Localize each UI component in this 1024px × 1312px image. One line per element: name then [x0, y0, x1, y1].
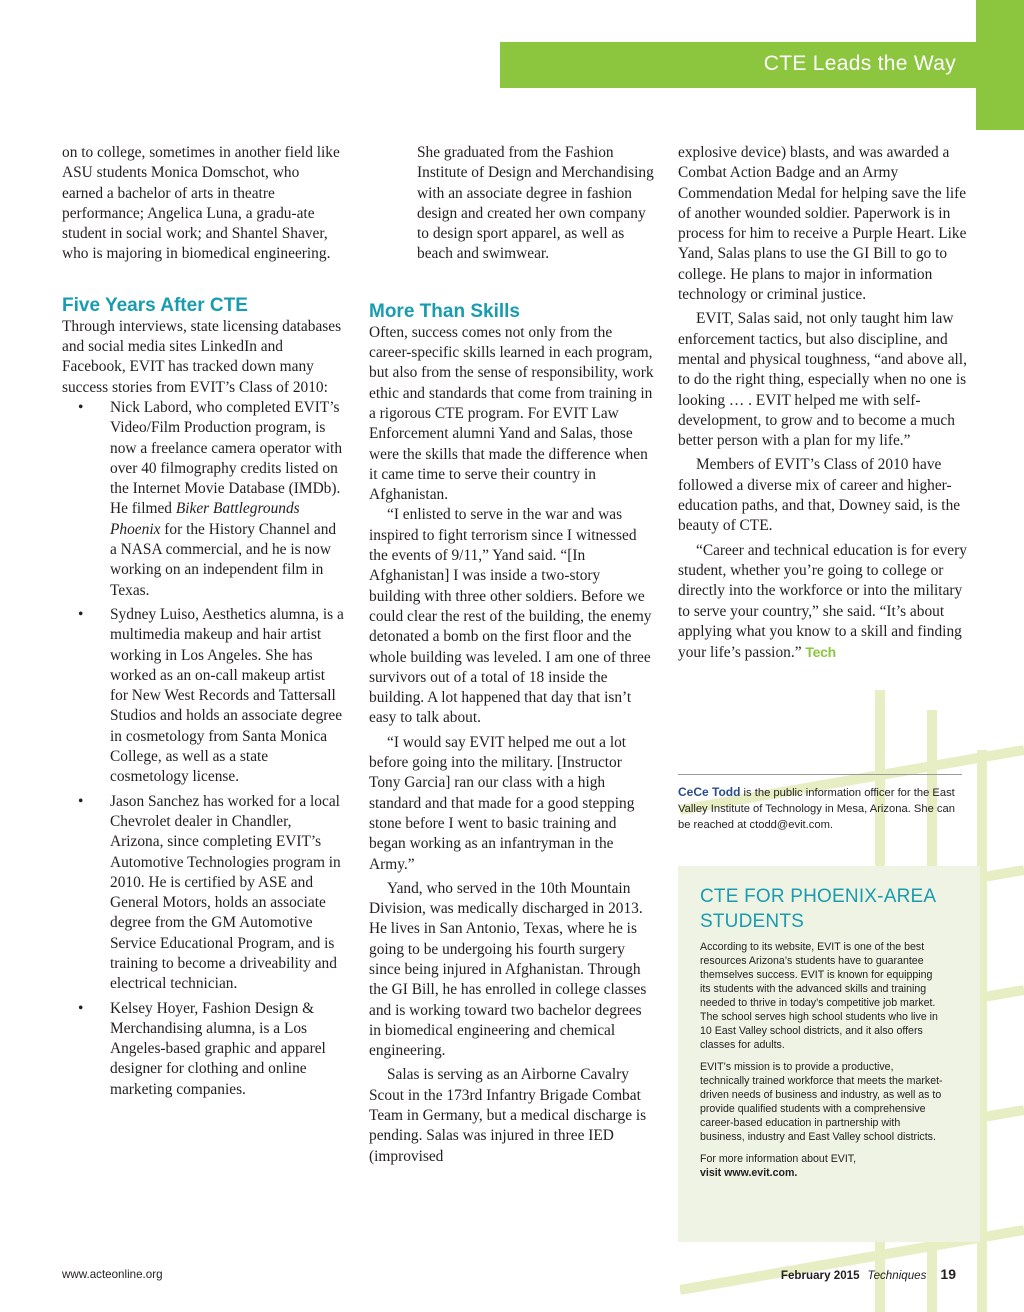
col2-p2: “I enlisted to serve in the war and was inspired to fight terrorism since I witnessed the events of 9/11,” Yand said. “[In Afghanistan] I was inside a two-story building with three other soldiers. Before we could clear the rest of the building, the enemy detonated a bomb on the first floor and the whole building was leveled. I am one of three survivors out of a total of 18 inside the building. A lot happened that day that isn’t easy to talk about. [369, 506, 652, 727]
sidebar-p3 [700, 1152, 944, 1180]
author-bio-text: is the public information officer for the East Valley Institute of Technology in Mesa, Arizona. She can be reached at ctodd@evit.com. [678, 787, 955, 831]
bullet1-text-b: for the History Channel and a NASA commercial, and he is now working on an independent film in Texas. [110, 520, 337, 599]
col3-p4-wrap [678, 541, 968, 664]
column-1 [62, 143, 344, 1100]
col2-p1: Often, success comes not only from the career-specific skills learned in each program, but also from the sense of responsibility, work ethic and standards that come from training in a rigorous CTE program. For EVIT Law Enforcement alumni Yand and Salas, those were the skills that made the difference when it came time to serve their country in Afghanistan. [369, 323, 654, 504]
col1-para: Through interviews, state licensing databases and social media sites LinkedIn and Facebook, EVIT has tracked down many success stories from EVIT’s Class of 2010: [62, 317, 342, 396]
footer-date: February 2015 [780, 1269, 860, 1282]
success-list [62, 398, 344, 1100]
sidebar-link[interactable]: visit www.evit.com. [700, 1167, 798, 1179]
list-item [62, 398, 344, 601]
col1-intro: on to college, sometimes in another field like ASU students Monica Domschot, who earned a bachelor of arts in theatre performance; Angelica Luna, a gradu-ate student in social work; and Shantel Shaver, who is majoring in biomedical engineering. [62, 144, 340, 263]
page-number: 19 [940, 1266, 956, 1282]
sidebar-title: CTE FOR PHOENIX-AREA STUDENTS [700, 886, 936, 932]
sidebar-p2: EVIT’s mission is to provide a productive, technically trained workforce that meets the market-driven needs of business and industry, as well as to provide qualified students with a comprehensive career-based education in partnership with business, industry and East Valley school districts. [700, 1061, 943, 1143]
sidebar-p1: According to its website, EVIT is one of the best resources Arizona’s students have to guarantee themselves success. EVIT is known for equipping its students with the advanced skills and training needed to thrive in today’s competitive job market. The school serves high school students who live in 10 East Valley school districts, and it also offers classes for adults. [700, 941, 938, 1051]
bullet3-text: Jason Sanchez has worked for a local Chevrolet dealer in Chandler, Arizona, since completing EVIT’s Automotive Technologies program in 2010. He is certified by ASE and General Motors, holds an associate degree from the GM Automotive Service Educational Program, and is training to become a driveability and electrical technician. [110, 792, 341, 993]
section-banner [500, 42, 976, 88]
bio-divider [678, 774, 962, 775]
bullet1-text-a: Nick Labord, who completed EVIT’s Video/Film Production program, is now a freelance camera operator with over 40 filmography credits listed on the Internet Movie Database (IMDb). He filmed [110, 398, 343, 518]
tech-end-mark: Tech [805, 644, 836, 661]
section-title: CTE Leads the Way [763, 52, 956, 75]
col2-intro: She graduated from the Fashion Institute of Design and Merchandising with an associate degree in fashion design and created her own company to design sport apparel, as well as beach and swimwear. [417, 144, 654, 263]
list-item [62, 999, 344, 1100]
col2-p5: Salas is serving as an Airborne Cavalry Scout in the 173rd Infantry Brigade Combat Team in Germany, but a medical discharge is pending. Salas was injured in three IED (improvised [369, 1066, 647, 1165]
column-3 [678, 143, 968, 663]
footer-right [781, 1266, 956, 1282]
col3-p4: “Career and technical education is for every student, whether you’re going to college or directly into the workforce or into the military to serve your country,” she said. “It’s about applying what you know to a skill and finding your life’s passion.” [678, 541, 967, 662]
heading-five-years: Five Years After CTE [62, 294, 248, 316]
bullet4-text: Kelsey Hoyer, Fashion Design & Merchandising alumna, is a Los Angeles-based graphic and apparel designer for clothing and online marketing companies. [110, 999, 326, 1098]
author-name: CeCe Todd [678, 785, 741, 799]
sidebar-p3-text: For more information about EVIT, [700, 1153, 857, 1165]
col3-p2: EVIT, Salas said, not only taught him law enforcement tactics, but also discipline, and mental and physical toughness, “and above all, to do the right thing, especially when no one is looking … . EVIT helped me with self-development, to grow and to become a much better person with a plan for my life.” [678, 310, 967, 450]
heading-more-than-skills: More Than Skills [369, 300, 520, 322]
col3-p3: Members of EVIT’s Class of 2010 have followed a diverse mix of career and higher-education paths, and that, Downey said, is the beauty of CTE. [678, 456, 961, 535]
col2-p4: Yand, who served in the 10th Mountain Division, was medically discharged in 2013. He lives in San Antonio, Texas, where he is going to be undergoing his fourth surgery since being injured in Afghanistan. Through the GI Bill, he has enrolled in college classes and is working toward two bachelor degrees in biomedical engineering and chemical engineering. [369, 879, 647, 1060]
bullet1-show-title: Biker Battlegrounds Phoenix [110, 500, 300, 538]
list-item [62, 792, 344, 995]
section-banner-tab [976, 0, 1024, 130]
column-2 [369, 143, 654, 1167]
footer-url[interactable]: www.acteonline.org [62, 1268, 163, 1281]
list-item [62, 605, 344, 788]
col3-p1: explosive device) blasts, and was awarded a Combat Action Badge and an Army Commendation Medal for helping save the life of another wounded soldier. Paperwork is in process for him to receive a Purple Heart. Like Yand, Salas plans to use the GI Bill to go to college. He plans to major in information technology or criminal justice. [678, 144, 967, 304]
bullet2-text: Sydney Luiso, Aesthetics alumna, is a multimedia makeup and hair artist working in Los Angeles. She has worked as an on-call makeup artist for New West Records and Tattersall Studios and holds an associate degree in cosmetology from Santa Monica College, as well as a state cosmetology license. [110, 605, 344, 786]
footer-magazine: Techniques [867, 1269, 927, 1282]
sidebar-body [700, 940, 944, 1188]
author-bio [678, 784, 968, 833]
col2-p3: “I would say EVIT helped me out a lot before going into the military. [Instructor Tony Garcia] ran our class with a high standard and that made for a good stepping stone before I went to basic training and began working as an infantryman in the Army.” [369, 733, 635, 873]
